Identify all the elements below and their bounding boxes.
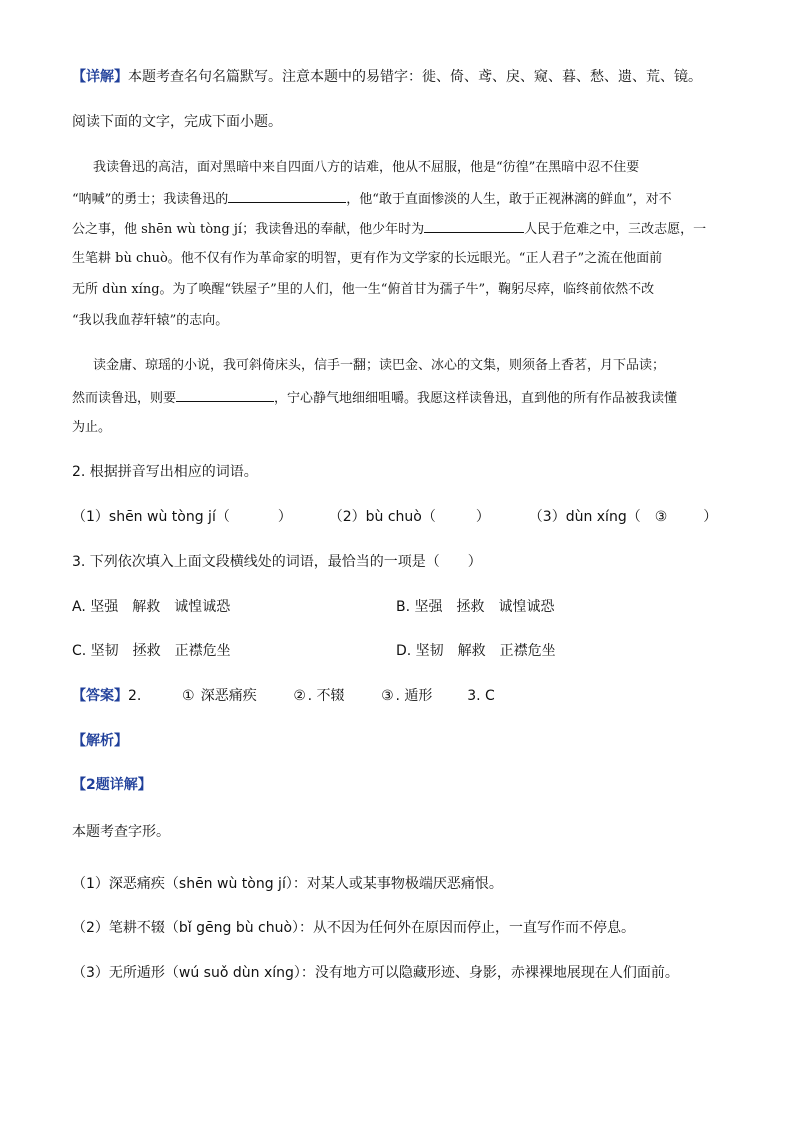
option-c[interactable]: C. 坚韧 拯救 正襟危坐	[72, 643, 231, 659]
option-b[interactable]: B. 坚强 拯救 诚惶诚恐	[396, 599, 555, 615]
passage-text: 然而读鲁迅，则要	[72, 391, 177, 406]
answer-line	[72, 686, 495, 706]
passage-text: ，他“敢于直面惨淡的人生，敢于正视淋漓的鲜血”，对不	[346, 192, 672, 207]
circled-number-3: ③	[654, 509, 668, 525]
passage-text: 人民于危难之中，三改志愿，一	[524, 222, 707, 237]
explain-item-2: （2）笔耕不辍（bǐ gēng bù chuò）：从不因为任何外在原因而停止，一直写作而不停息。	[72, 920, 636, 936]
answer-2: . 不辍	[307, 688, 345, 704]
passage-line	[72, 218, 706, 240]
circled-number-3: ③	[381, 688, 394, 704]
circled-number-2: ②	[293, 688, 306, 704]
fill-blank-1[interactable]	[228, 188, 346, 203]
passage-text: ，宁心静气地细细咀嚼。我愿这样读鲁迅，直到他的所有作品被我读懂	[274, 391, 678, 406]
option-d[interactable]: D. 坚韧 解救 正襟危坐	[396, 643, 556, 659]
passage-line	[72, 188, 672, 210]
passage-line: “我以我血荐轩辕”的志向。	[72, 313, 229, 328]
passage-line: 无所 dùn xíng。为了唤醒“铁屋子”里的人们，他一生“俯首甘为孺子牛”，鞠躬尽瘁，临终前依然不改	[72, 282, 655, 297]
passage-line: 读金庸、琼瑶的小说，我可斜倚床头，信手一翻；读巴金、冰心的文集，则须备上香茗，月下品读；	[93, 358, 666, 373]
question-2-stem: 2. 根据拼音写出相应的词语。	[72, 464, 258, 480]
pinyin-item-2: （2）bù chuò（ ）	[328, 509, 490, 525]
detail-text: 本题考查名句名篇默写。注意本题中的易错字：徙、倚、鸢、戾、窥、暮、愁、遗、荒、镜。	[128, 69, 702, 85]
answer-label: 【答案】	[72, 688, 128, 704]
passage-text: 公之事，他 shēn wù tòng jí；我读鲁迅的奉献，他少年时为	[72, 222, 425, 237]
fill-blank-3[interactable]	[176, 387, 274, 402]
circled-number-1: ①	[181, 688, 195, 704]
question-3-stem: 3. 下列依次填入上面文段横线处的词语，最恰当的一项是（ ）	[72, 554, 482, 570]
reading-instruction: 阅读下面的文字，完成下面小题。	[72, 114, 282, 130]
detail-label: 【详解】	[72, 69, 128, 85]
option-a[interactable]: A. 坚强 解救 诚惶诚恐	[72, 599, 231, 615]
passage-line: 我读鲁迅的高洁，面对黑暗中来自四面八方的诘难，他从不屈服，他是“彷徨”在黑暗中忍不住要	[93, 160, 640, 175]
detail-2-label: 【2题详解】	[72, 777, 152, 793]
pinyin-item-1: （1）shēn wù tòng jí（ ）	[72, 509, 292, 525]
answer-number: 2.	[128, 688, 142, 704]
answer-1: 深恶痛疾	[200, 688, 257, 704]
passage-line: 为止。	[72, 420, 112, 435]
question-2-items	[72, 507, 717, 527]
analysis-label: 【解析】	[72, 733, 128, 749]
explain-item-1: （1）深恶痛疾（shēn wù tòng jí）：对某人或某事物极端厌恶痛恨。	[72, 876, 503, 892]
explain-intro: 本题考查字形。	[72, 824, 170, 840]
passage-text: “呐喊”的勇士；我读鲁迅的	[72, 192, 229, 207]
detail-paragraph	[72, 67, 702, 87]
pinyin-item-3: （3）dùn xíng（ ③ ）	[528, 509, 718, 525]
explain-item-3: （3）无所遁形（wú suǒ dùn xíng）：没有地方可以隐藏形迹、身影，赤裸裸地展现在人们面前。	[72, 965, 679, 981]
answer-3: . 遁形	[395, 688, 433, 704]
passage-line: 生笔耕 bù chuò。他不仅有作为革命家的明智，更有作为文学家的长远眼光。“正人君子”之流在他面前	[72, 251, 663, 266]
passage-line	[72, 387, 677, 409]
answer-q3: 3. C	[467, 688, 495, 704]
fill-blank-2[interactable]	[424, 218, 524, 233]
